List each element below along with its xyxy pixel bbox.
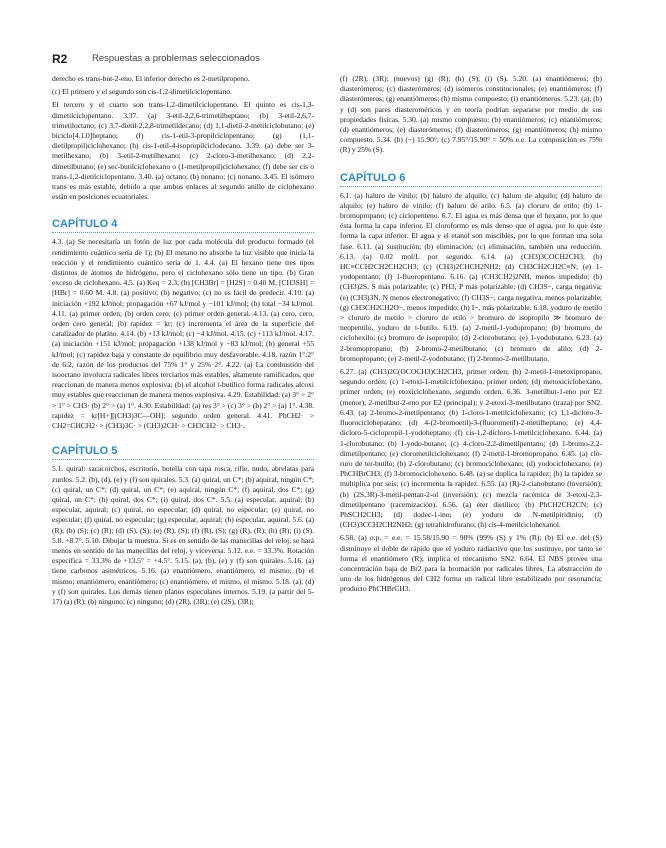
running-title: Respuestas a problemas seleccionados [92, 53, 260, 64]
chapter-heading: CAPÍTULO 5 [52, 445, 314, 460]
paragraph: 6.27. (a) (CH3)2C(OCOCH3)CH2CH3, primer orden; (b) 2-metil-1-metoxipropano, segundo orden; (c) 1-etoxi-1-metilciclohexano, primer orden; (d) metoxiciclohexano, primer orden; (e) etoxiciclohexano, segundo orden. 6.36. 3-metilbut-1-eno por E2 (menor); 2-metilbut-2-eno por E2 (principal); y 2-etoxi-3-metilbutano (traza) por SN2. 6.43. (a) 2-bromo-2-metilpentano; (b) 1-cloro-1-metilciclohexano; (c) 1,1-dicloro-3-fluorociclohepatano; (d) 4-(2-bromoetil)-3-(fluorometil)-2-metilheptano; (e) 4,4-dicloro-5-ciclopropil-1-yodoheptano; (f) cis-1,2-dicloro-1-metilciclohexano. 6.44. (a) 1-clorobutano; (b) 1-yodo-butano; (c) 4-cloro-2,2-dimetilpentano; (d) 1-bromo-2,2-dimetilpentano; (e) clorometilciclohexano; (f) 2-metil-1-bromopropano. 6.45. (a) clo-ruro de ter-butilo; (b) 2-clorobutano; (c) bromociclohexano; (d) yodociclohexano; (e) PhCHBrCH3; (f) 3-bromociclohexeno. 6.48. (a) se duplica la rapidez; (b) la rapidez se multiplica por seis; (c) incrementa la rapidez. 6.55. (a) (R)-2-cianobutano (inversión); (b) (2S,3R)-3-metil-pentan-2-ol (inversión); (c) mezcla racémica de 3-etoxi-2,3-dimetilpentano (racemización). 6.56. (a) éter dietílico; (b) PhCH2CH2CN; (c) PhSCH2CH3; (d) dodec-1-ino; (e) yoduro de N-metilpiridinio; (f) (CH3)3CCH2CH2NH2; (g) tetrahidrofurano; (h) cis-4-metilciclohexanol. [340, 367, 602, 530]
page-header [52, 50, 627, 72]
chapter-heading: CAPÍTULO 4 [52, 218, 314, 233]
paragraph: 6.58. (a) o.p. = e.e. = 15.58/15.90 = 98% (99% (S) y 1% (R); (b) El e.e. del (S) disminuye el doble de rápido que el yoduro radiactivo que los sustituye, por tanto se forma el enantiómero (R); implica el mecanismo SN2. 6.64. El NBS provee una concentración baja de Br2 para la bromación por radicales libres. La abstracción de uno de los hidrógenos del CH2 forma un radical libre estabilizado por resonancia; producto PhCHBrCH3. [340, 533, 602, 594]
left-column [52, 74, 314, 610]
paragraph: 6.1. (a) haluro de vinilo; (b) haluro de alquilo; (c) haluro de alquilo; (d) haluro de alquilo; (e) haluro de vinilo; (f) haluro de arilo. 6.5. (a) cloruro de etilo; (b) 1-bromopropano; (c) ciclopenteno. 6.7. El agua es más densa que el hexano, por lo que ésta forma la capa inferior. El cloroformo es más denso que el agua, por lo que éste forma la capa inferior. El agua y el etanol son miscibles, por lo que forman una sola fase. 6.11. (a) sustitución; (b) eliminación; (c) eliminación, también una reducción. 6.13. (a) 0.02 mol/L por segundo. 6.14. (a) (CH3)3COCH2CH3; (b) HC≡CCH2CH2CH2CH3; (c) (CH3)2CHCH2NH2; (d) CH3CH2CH2C≡N; (e) 1-yodopentano; (f) 1-fluoropentano. 6.16. (a) (CH3CH2)2NH, menos impedido; (b) (CH3)2S, S más polarizable; (c) PH3, P más polarizable; (d) CH3S−, carga negativa; (e) (CH3)3N, N menos electronegativo; (f) CH3S−, carga negativa, menos polarizable; (g) CH3CH2CH2O−, menos impedido; (h) I−, más polarizable. 6.18. yoduro de metilo > cloruro de metilo > cloruro de etilo > bromuro de isopropilo ≫ bromuro de neopentilo, yoduro de t-butilo. 6.19. (a) 2-metil-1-yodopropano; (b) bromuro de ciclohexilo; (c) bromuro de isopropilo; (d) 2-clorobutano; (e) 1-yodobutano. 6.23. (a) 2-bromopropano; (b) 2-bromo-2-metilbutano; (c) bromuro de alilo; (d) 2-bromopropano; (e) 2-metil-2-yodobutano; (f) 2-bromo-2-metilbutano. [340, 190, 602, 363]
paragraph: (c) El primero y el segundo son cis-1,2-dimetilciclopentano. [52, 87, 232, 97]
right-column [340, 74, 602, 598]
paragraph: 4.3. (a) Se necesitaría un fotón de luz por cada molécula del producto formado (el rendimiento cuántico sería de 1); (b) El metano no absorbe la luz visible que inicia la reacción y el rendimiento cuántico sería de 1. 4.4. (a) El hexano tiene tres tipos distintos de átomos de hidrógeno, pero el ciclohexano sólo tiene un tipo. (b) Gran exceso de ciclohexano. 4.5. (a) Keq = 2.3; (b) [CH3Br] = [H2S] = 0.40 M, [CH3SH] = [HBr] = 0.60 M. 4.8. (a) positivo; (b) negativo; (c) no es fácil de predecir. 4.10. (a) iniciación +192 kJ/mol; propagación +67 kJ/mol y −101 kJ/mol; (b) total −34 kJ/mol. 4.11. (a) primer orden; (b) orden cero; (c) primer orden general. 4.13. (a) cero, cero, orden cero general; (b) rapidez = kr; (c) incrementa el área de la superficie del catalizador de platino. 4.14. (b) +13 kJ/mol; (c) −4 kJ/mol. 4.15. (c) +113 kJ/mol. 4.17. (a) iniciación +151 kJ/mol; propagación +138 kJ/mol y −83 kJ/mol; (b) general +55 kJ/mol; (c) rapidez baja y constante de equilibrio muy desfavorable. 4.18. razón 1°:2° de 6:2, razón de los productos del 75% 1° y 25% 2°. 4.22. (a) La combustión del isooctano involucra radicales libres terciarios más estables, altamente ramificados, que reaccionan de manera menos explosiva; (b) el alcohol t-butílico forma radicales alcoxi muy estables que reaccionan de manera menos explosiva. 4.29. Estabilidad: (a) 3° > 2° > 1° > CH3· (b) 2° > (a) 1°. 4.30. Estabilidad: (a) res 3° > (c) 3° > (b) 2° > (a) 1°. 4.38. rapidez = kr[H+][(CH3)3C—OH]; segundo orden general. 4.41. PhCH2· > CH2=CHCH2· > (CH3)3C· > (CH3)2CH· > CH3CH2· > CH3·. [52, 237, 314, 431]
paragraph: El tercero y el cuarto son trans-1,2-dimetilciclopentano. El quinto es cis-1,3-dimetilciclopentano. 3.37. (a) 3-etil-2,2,6-trimetilheptano; (b) 3-etil-2,6,7-trimetiloctano; (c) 3,7-dietil-2,2,8-trimetildecano; (d) 1,1-dietil-2-metilciclobutano; (e) biciclo[4.1.0]heptano; (f) cis-1-etil-3-propilciclopentano; (g) (1,1-dietilpropil)ciclohexano; (h) cis-1-etil-4-isopropilciclodecano. 3.39. (a) debe ser 3-metilhexano; (b) 3-etil-2-metilhexano; (c) 2-cloro-3-metilhexano; (d) 2,2-dimetilbutano; (e) sec-butilciclohexano o (1-metilpropil)ciclohexano; (f) debe ser cis o trans-1,2-dietilciclopentano. 3.40. (a) octano; (b) nonano; (c) nonano. 3.45. El isómero trans es más estable, debido a que ambos enlaces al segundo anillo de ciclohexano están en posiciones ecuatoriales. [52, 100, 314, 202]
page-number: R2 [52, 52, 68, 66]
paragraph: 5.1. quiral: sacacorchos, escritorio, botella con tapa rosca, rifle, nudo, abrelatas para zurdos. 5.2. (b), (d), (e) y (f) son quirales. 5.3. (a) quiral, un C*; (b) aquiral, ningún C*; (c) quiral, un C*; (d) quiral, un C*; (e) aquiral, ningún C*; (f) aquiral, dos C*; (g) quiral, un C*; (h) quiral, dos C*; (i) quiral, dos C*. 5.5. (a) especular, aquiral; (b) especular, aquiral; (c) quiral, no especular; (d) quiral, no especular; (e) quiral, no especular; (f) quiral, no especular; (g) especular, aquiral; (h) especular, aquiral. 5.6. (a) (R); (b) (S); (c) (R); (d) (S), (S); (e) (R), (S); (f) (R), (S); (g) (R), (R); (h) (R); (i) (S). 5.8. +8.7°. 5.10. Dibujar la muestra. Si es en sentido de las manecillas del reloj, se hará menos en sentido de las manecillas del reloj, y viceversa. 5.12. e.e. = 33.3%. Rotación específica = 33.3% de +13.5° = +4.5°. 5.15. (a), (b), (e) y (f) son quirales. 5.16. (a) tiene carbonos asimétricos. 5.16. (a) enantiómero, enantiómero, el mismo; (b) el mismo; enantiómero, enantiómero; (c) enantiómero, el mismo, el mismo. 5.18. (a), (d) y (f) son quirales. Los demás tienen planos especulares internos. 5.19. (a partir del 5-17) (a) (R); (b) ninguno; (c) ninguno; (d) (2R), (3R); (e) (2S), (3R); [52, 464, 314, 606]
paragraph: (f) (2R), (3R); (nuevos) (g) (R); (h) (S); (i) (S). 5.20. (a) enantiómeros; (b) diasterómeros; (c) diasterómeros; (d) isómeros constitucionales; (e) enantiómeros; (f) diasterómeros; (g) enantiómeros; (h) mismo compuesto; (i) enantiómeros. 5.23. (a), (b) y (d) son pares diasteroméricos y en teoría podrían separarse por medio de sus propiedades físicas. 5.30. (a) mismo compuesto; (b) enantiómeros; (c) enantiómeros; (d) enantiómeros; (e) diasterómeros; (f) diasterómeros; (g) enantiómeros; (h) mismo compuesto. 5.34. (b) (−) 15.90°; (c) 7.95°/15.90° = 50% e.e. La composición es 75% (R) y 25% (S). [340, 74, 602, 155]
paragraph: derecho es trans-but-2-eno. El inferior derecho es 2-metilpropeno. [52, 74, 250, 83]
chapter-heading: CAPÍTULO 6 [340, 172, 602, 187]
